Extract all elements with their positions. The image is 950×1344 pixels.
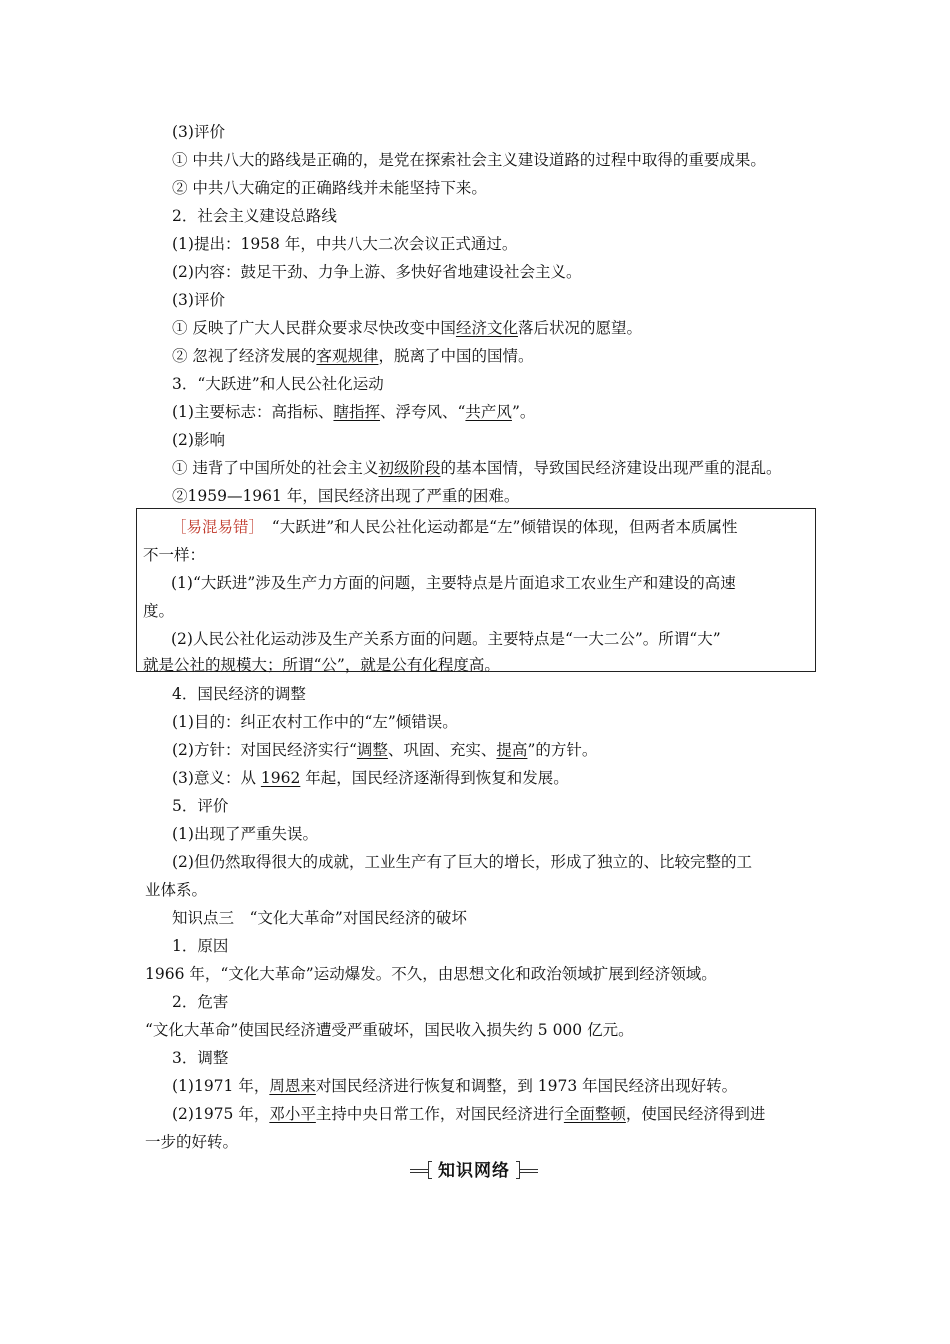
text-line: (1)出现了严重失误。 xyxy=(172,825,318,843)
underlined-term: 1962 xyxy=(260,769,301,787)
underlined-term: 经济文化 xyxy=(455,319,518,337)
confusion-note-box xyxy=(136,508,816,672)
text-line: (3)意义：从 1962 年起，国民经济逐渐得到恢复和发展。 xyxy=(172,769,569,787)
text-line: (2)内容：鼓足干劲、力争上游、多快好省地建设社会主义。 xyxy=(172,263,582,281)
note-line: 度。 xyxy=(143,602,175,620)
banner-rule-left xyxy=(410,1169,428,1173)
section-heading: 4．国民经济的调整 xyxy=(172,685,306,703)
banner-bracket-left xyxy=(428,1161,432,1179)
text-line: 一步的好转。 xyxy=(145,1133,239,1151)
text-line: 业体系。 xyxy=(145,881,208,899)
text-line: 1966 年，“文化大革命”运动爆发。不久，由思想文化和政治领域扩展到经济领域。 xyxy=(145,965,717,983)
text-line: (2)影响 xyxy=(172,431,225,449)
underlined-term: 客观规律 xyxy=(316,347,379,365)
section-heading: 3．调整 xyxy=(172,1049,229,1067)
banner-rule-right xyxy=(520,1169,538,1173)
text-line: ② 忽视了经济发展的客观规律，脱离了中国的国情。 xyxy=(172,347,534,365)
text-line: ②1959—1961 年，国民经济出现了严重的困难。 xyxy=(172,487,520,505)
section-heading: 1．原因 xyxy=(172,937,229,955)
note-line: (2)人民公社化运动涉及生产关系方面的问题。主要特点是“一大二公”。所谓“大” xyxy=(171,630,721,648)
section-heading: 2．危害 xyxy=(172,993,229,1011)
text-line: ① 违背了中国所处的社会主义初级阶段的基本国情，导致国民经济建设出现严重的混乱。 xyxy=(172,459,782,477)
text-line: (1)目的：纠正农村工作中的“左”倾错误。 xyxy=(172,713,458,731)
note-line: 不一样： xyxy=(143,546,206,564)
text-line: ① 中共八大的路线是正确的，是党在探索社会主义建设道路的过程中取得的重要成果。 xyxy=(172,151,766,169)
note-line: (1)“大跃进”涉及生产力方面的问题，主要特点是片面追求工农业生产和建设的高速 xyxy=(171,574,736,592)
underlined-term: 全面整顿 xyxy=(563,1105,626,1123)
underlined-term: 周恩来 xyxy=(269,1077,316,1095)
section-heading: 3．“大跃进”和人民公社化运动 xyxy=(172,375,384,393)
underlined-term: 初级阶段 xyxy=(378,459,441,477)
text-line: (1)1971 年，周恩来对国民经济进行恢复和调整，到 1973 年国民经济出现好转。 xyxy=(172,1077,738,1095)
knowledge-point-heading: 知识点三 “文化大革命”对国民经济的破坏 xyxy=(172,909,467,927)
banner-title: 知识网络 xyxy=(438,1161,510,1181)
text-line: (1)提出：1958 年，中共八大二次会议正式通过。 xyxy=(172,235,518,253)
underlined-term: 邓小平 xyxy=(269,1105,316,1123)
heading-evaluation: (3)评价 xyxy=(172,291,225,309)
note-line: 就是公社的规模大；所谓“公”，就是公有化程度高。 xyxy=(143,656,500,674)
underlined-term: 提高 xyxy=(496,741,528,759)
section-heading: 5．评价 xyxy=(172,797,229,815)
note-tag: ［易混易错］ xyxy=(171,518,257,536)
text-line: ① 反映了广大人民群众要求尽快改变中国经济文化落后状况的愿望。 xyxy=(172,319,642,337)
text-line: ② 中共八大确定的正确路线并未能坚持下来。 xyxy=(172,179,487,197)
underlined-term: 瞎指挥 xyxy=(333,403,380,421)
section-heading: 2．社会主义建设总路线 xyxy=(172,207,337,225)
underlined-term: 调整 xyxy=(356,741,388,759)
text-line: (2)方针：对国民经济实行“调整、巩固、充实、提高”的方针。 xyxy=(172,741,598,759)
knowledge-network-banner xyxy=(410,1158,538,1184)
heading-evaluation: (3)评价 xyxy=(172,123,225,141)
text-line: (2)但仍然取得很大的成就，工业生产有了巨大的增长，形成了独立的、比较完整的工 xyxy=(172,853,752,871)
text-line: (2)1975 年，邓小平主持中央日常工作，对国民经济进行全面整顿，使国民经济得到进 xyxy=(172,1105,766,1123)
text-line: “文化大革命”使国民经济遭受严重破坏，国民收入损失约 5 000 亿元。 xyxy=(145,1021,634,1039)
note-line: ［易混易错］ “大跃进”和人民公社化运动都是“左”倾错误的体现，但两者本质属性 xyxy=(171,518,738,536)
text-line: (1)主要标志：高指标、瞎指挥、浮夸风、“共产风”。 xyxy=(172,403,536,421)
underlined-term: 共产风 xyxy=(465,403,512,421)
